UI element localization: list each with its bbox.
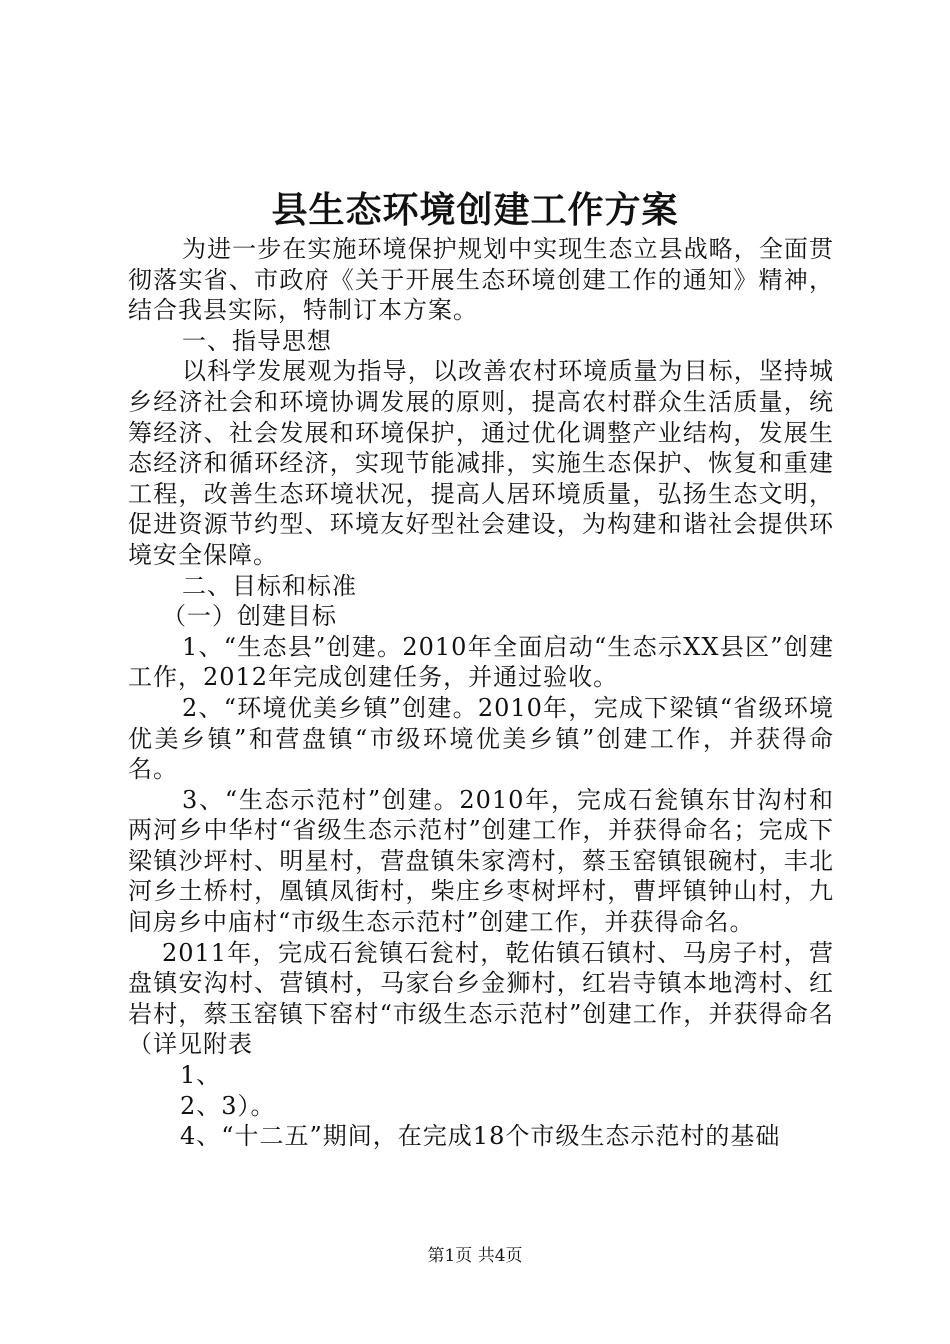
document-body <box>128 234 834 1152</box>
subheading-goals: （一）创建目标 <box>162 602 337 631</box>
paragraph-2011: 2011年，完成石瓮镇石瓮村，乾佑镇石镇村、马房子村，营盘镇安沟村、营镇村，马家台乡金狮村，红岩寺镇本地湾村、红岩村，蔡玉窑镇下窑村“市级生态示范村”创建工作，并获得命名（详见附表 <box>128 938 834 1059</box>
paragraph-guiding-ideology: 以科学发展观为指导，以改善农村环境质量为目标，坚持城乡经济社会和环境协调发展的原则，提高农村群众生活质量，统筹经济、社会发展和环境保护，通过优化调整产业结构，发展生态经济和循环经济，实现节能减排，实施生态保护、恢复和重建工程，改善生态环境状况，提高人居环境质量，弘扬生态文明，促进资源节约型、环境友好型社会建设，为构建和谐社会提供环境安全保障。 <box>128 357 834 569</box>
heading-guiding-ideology: 一、指导思想 <box>182 326 332 355</box>
document-title: 县生态环境创建工作方案 <box>271 189 679 231</box>
paragraph-item-4: 4、“十二五”期间，在完成18个市级生态示范村的基础 <box>180 1122 781 1151</box>
paragraph-intro: 为进一步在实施环境保护规划中实现生态立县战略，全面贯彻落实省、市政府《关于开展生态环境创建工作的通知》精神，结合我县实际，特制订本方案。 <box>128 235 834 325</box>
paragraph-fragment-2: 2、3）。 <box>180 1091 276 1120</box>
page-number-footer: 第1页 共4页 <box>427 1246 523 1266</box>
paragraph-item-3: 3、“生态示范村”创建。2010年，完成石瓮镇东甘沟村和两河乡中华村“省级生态示范村”创建工作，并获得命名；完成下梁镇沙坪村、明星村，营盘镇朱家湾村，蔡玉窑镇银碗村，丰北河乡土桥村，凰镇凤街村，柴庄乡枣树坪村，曹坪镇钟山村，九间房乡中庙村“市级生态示范村”创建工作，并获得命名。 <box>128 785 834 937</box>
heading-goals-standards: 二、目标和标准 <box>182 571 357 600</box>
paragraph-item-1: 1、“生态县”创建。2010年全面启动“生态示XX县区”创建工作，2012年完成创建任务，并通过验收。 <box>128 632 834 692</box>
paragraph-item-2: 2、“环境优美乡镇”创建。2010年，完成下梁镇“省级环境优美乡镇”和营盘镇“市级环境优美乡镇”创建工作，并获得命名。 <box>128 693 834 784</box>
paragraph-fragment-1: 1、 <box>180 1061 222 1090</box>
